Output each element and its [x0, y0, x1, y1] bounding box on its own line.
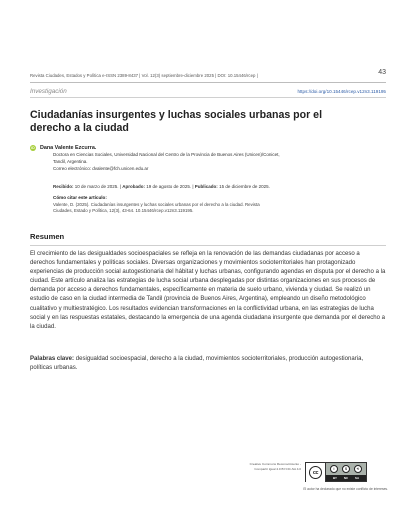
cc-labels-row [326, 475, 366, 481]
approved-label: Aprobado: [122, 184, 146, 189]
citation-line-1: Valente, D. (2025). Ciudadanías insurgentes y luchas sociales urbanas por el derecho a la ciudad. Revista [53, 201, 260, 207]
section-rule [30, 97, 386, 98]
published-label: Publicado: [194, 184, 218, 189]
author-name: Dana Valente Ezcurra. [40, 145, 97, 151]
date-separator: | [119, 184, 121, 189]
author-block [30, 145, 370, 173]
cc-attribution-icon: i [330, 465, 338, 473]
citation-line-2: Ciudades, Estado y Política, 12(3), 43-64. 10.15446/rcep.v12n3.119195. [53, 208, 194, 214]
keywords-label: Palabras clave: [30, 356, 75, 362]
cc-terms-panel [326, 463, 366, 481]
cc-noncommercial-icon: $ [342, 465, 350, 473]
abstract-text: El crecimiento de las desigualdades socioespaciales se refleja en la renovación de las demandas ciudadanas por acceso a derechos fundamentales y políticas sociales. Diversas organizaciones y movimientos socioterritoriales han protagonizado experiencias de producción social autogestionaria del hábitat y luchas urbanas, configurando agendas en disputa por el derecho a la ciudad. Este artículo analiza las estrategias de lucha social urbana desplegadas por distintas organizaciones en sus procesos de demanda por acceso a derechos fundamentales, específicamente en materia de suelo urbano, vivienda y ciudad. Se realizó un estudio de caso en la ciudad intermedia de Tandil (provincia de Buenos Aires, Argentina), empleando un diseño metodológico cualitativo y multiestratégico. Los resultados evidencian transformaciones en la conflictividad urbana, en las estrategias de lucha social y en las respuestas estatales, destacando la emergencia de una agenda ciudadana insurgente que demanda por el derecho a la ciudad. [30, 251, 386, 330]
cc-license-badge[interactable] [305, 462, 367, 482]
keywords-value: desigualdad socioespacial, derecho a la ciudad, movimientos socioterritoriales, producción autogestionaria, políticas urbanas. [30, 356, 364, 372]
resumen-heading: Resumen [30, 232, 65, 241]
date-separator: | [192, 184, 194, 189]
doi-link[interactable]: https://doi.org/10.15446/rcep.v12n3.119195 [297, 89, 386, 94]
journal-info-line: Revista Ciudades, Estados y Política e-ISSN 2389-8437 | Vol. 12(3) septiembre-diciembre 2025 | DOI: 10.15446/rcep | [30, 73, 258, 78]
cc-main-panel [306, 463, 326, 482]
cc-label-nc: NC [343, 476, 349, 481]
author-affiliation-1: Doctora en Ciencias Sociales, Universidad Nacional del Centro de la Provincia de Buenos Aires (Unicen)/Conicet, [53, 152, 280, 157]
cc-label-sa: SA [355, 476, 360, 481]
approved-value: 19 de agosto de 2025. [146, 184, 192, 189]
license-text: Creative Commons Reconocimiento - Compartir Igual 4.0 BY-NC-SA 4.0 [249, 462, 301, 471]
license-block [245, 462, 385, 482]
cc-logo-icon: cc [309, 466, 322, 479]
cc-sharealike-icon: ⟲ [354, 465, 362, 473]
author-email[interactable]: Correo electrónico: dvalente@fch.unicen.edu.ar [53, 166, 149, 172]
cc-label-by: BY [332, 476, 337, 481]
keywords [30, 355, 386, 373]
received-value: 10 de marzo de 2025. [74, 184, 119, 189]
conflict-of-interest-note: El autor ha declarado que no existe conflicto de intereses. [303, 487, 388, 491]
cc-icons-row [326, 463, 366, 475]
page-number: 43 [378, 69, 386, 76]
received-label: Recibido: [53, 184, 74, 189]
citation-block [53, 195, 303, 215]
citation-label: Cómo citar este artículo: [53, 195, 107, 200]
header-rule [30, 82, 386, 83]
author-affiliation-2: Tandil, Argentina. [53, 159, 88, 165]
article-dates [53, 184, 270, 189]
resumen-rule [30, 245, 386, 246]
orcid-icon[interactable]: iD [31, 146, 35, 150]
section-label: Investigación [30, 88, 67, 95]
article-title: Ciudadanías insurgentes y luchas sociales urbanas por el derecho a la ciudad [30, 109, 323, 135]
published-value: 15 de diciembre de 2025. [219, 184, 270, 189]
